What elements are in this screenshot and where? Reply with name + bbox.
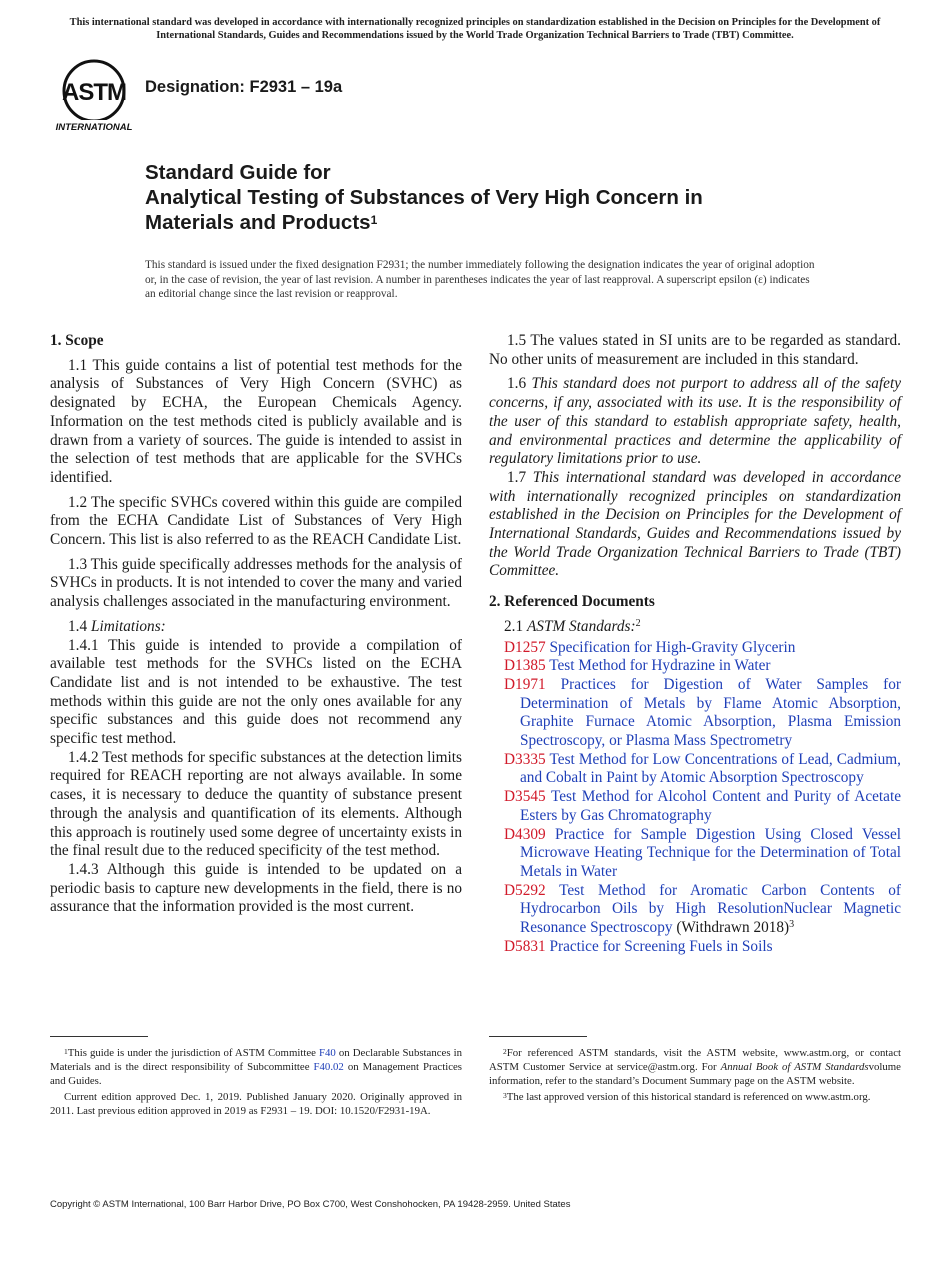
designation: Designation: F2931 – 19a xyxy=(145,78,343,96)
reference-code-link[interactable]: D1385 xyxy=(504,657,546,675)
footnote-mark-2[interactable]: 2 xyxy=(635,617,641,629)
footnote-3: $^3$The last approved version of this historical standard is referenced on www.astm.org. xyxy=(503,1090,871,1103)
footnote-2: $^2$For referenced ASTM standards, visit the ASTM website, www.astm.org, or contact ASTM Customer Service at service@astm.org. For Annual Book of ASTM Standardsvolume information, refer to the standard’s Document Summary page on the ASTM website. xyxy=(489,1047,901,1088)
paragraph-1-5: 1.5 The values stated in SI units are to be regarded as standard. No other units of measurement are included in this standard. xyxy=(489,332,901,368)
paragraph-1-6: 1.6 This standard does not purport to address all of the safety concerns, if any, associated with its use. It is the responsibility of the user of this standard to establish appropriate safety, health, and environmental practices and determine the applicability of regulatory limitations prior to use. xyxy=(489,375,902,468)
reference-item xyxy=(489,938,901,957)
reference-item xyxy=(489,657,901,676)
reference-item xyxy=(489,788,901,825)
copyright-notice: Copyright © ASTM International, 100 Barr Harbor Drive, PO Box C700, West Conshohocken, PA 19428-2959. United States xyxy=(50,1199,571,1210)
footnotes-left xyxy=(50,1046,462,1119)
footnotes-right xyxy=(489,1046,901,1105)
subcommittee-link[interactable]: F40.02 xyxy=(313,1061,344,1074)
right-column xyxy=(489,332,901,957)
paragraph-1-1: 1.1 This guide contains a list of potential test methods for the analysis of Substances of Very High Concern (SVHC) as designated by ECHA, the European Chemicals Agency. Information on the test methods cited is publicly available and is drawn from a variety of sources. The guide is intended to assist in the selection of test methods that are applicable for the SVHCs identified. xyxy=(50,356,462,486)
astm-logo xyxy=(52,58,136,134)
reference-title-link[interactable]: Test Method for Aromatic Carbon Contents of Hydrocarbon Oils by High ResolutionNuclear Magnetic Resonance Spectroscopy xyxy=(520,881,901,937)
title-line-3: Materials and Products$^1$ xyxy=(145,211,378,234)
withdrawn-note: (Withdrawn 2018) xyxy=(676,919,790,937)
reference-item xyxy=(489,882,901,938)
footnote-divider-left xyxy=(50,1036,148,1037)
reference-item xyxy=(489,751,901,788)
reference-title-link[interactable]: Test Method for Low Concentrations of Lead, Cadmium, and Cobalt in Paint by Atomic Absorption Spectroscopy xyxy=(520,750,901,787)
reference-code-link[interactable]: D5831 xyxy=(504,937,546,955)
astm-standards-label: 2.1 ASTM Standards:$^2$ xyxy=(504,617,641,635)
reference-code-link[interactable]: D3335 xyxy=(504,750,546,768)
section-heading-scope: 1. Scope xyxy=(50,332,104,349)
reference-title-link[interactable]: Practice for Sample Digestion Using Closed Vessel Microwave Heating Technique for the Determination of Total Metals in Water xyxy=(520,825,901,880)
footnote-mark-3[interactable]: 3 xyxy=(789,919,795,931)
svg-text:ASTM: ASTM xyxy=(62,79,126,106)
committee-link[interactable]: F40 xyxy=(319,1047,336,1059)
title-line-1: Standard Guide for xyxy=(145,161,331,184)
international-standard-notice: This international standard was developed in accordance with internationally recognized principles on standardization established in the Decision on Principles for the Development of International Standards, Guides and Recommendations issued by the World Trade Organization Technical Barriers to Trade (TBT) Committee. xyxy=(69,17,881,41)
reference-code-link[interactable]: D3545 xyxy=(504,788,546,806)
reference-title-link[interactable]: Practice for Screening Fuels in Soils xyxy=(549,937,773,955)
reference-code-link[interactable]: D1971 xyxy=(504,675,546,693)
paragraph-1-4-3: 1.4.3 Although this guide is intended to be updated on a periodic basis to capture new developments in the field, there is no assurance that the information provided is the most current. xyxy=(50,860,462,916)
svg-text:INTERNATIONAL: INTERNATIONAL xyxy=(55,122,133,133)
reference-item xyxy=(489,826,901,882)
reference-title-link[interactable]: Test Method for Hydrazine in Water xyxy=(549,657,771,675)
footnote-divider-right xyxy=(489,1036,587,1037)
paragraph-1-3: 1.3 This guide specifically addresses methods for the analysis of SVHCs in products. It is not intended to cover the many and varied analysis challenges associated in the manufacturing environment. xyxy=(50,555,462,611)
left-column xyxy=(50,332,462,917)
reference-title-link[interactable]: Test Method for Alcohol Content and Purity of Acetate Esters by Gas Chromatography xyxy=(520,788,901,824)
document-title xyxy=(145,160,845,235)
referenced-documents-list xyxy=(489,639,901,957)
reference-item xyxy=(489,676,901,751)
reference-code-link[interactable]: D5292 xyxy=(504,881,546,899)
title-line-2: Analytical Testing of Substances of Very High Concern in xyxy=(145,186,703,209)
paragraph-1-7: 1.7 This international standard was developed in accordance with internationally recognized principles on standardization established in the Decision on Principles for the Development of International Standards, Guides and Recommendations issued by the World Trade Organization Technical Barriers to Trade (TBT) Committee. xyxy=(489,468,901,580)
paragraph-1-2: 1.2 The specific SVHCs covered within this guide are compiled from the ECHA Candidate List of Substances of Very High Concern. This list is also referred to as the REACH Candidate List. xyxy=(50,493,462,549)
issuance-statement: This standard is issued under the fixed designation F2931; the number immediately following the designation indicates the year of original adoption or, in the case of revision, the year of last revision. A number in parentheses indicates the year of last reapproval. A superscript epsilon (ε) indicates an editorial change since the last revision or reapproval. xyxy=(145,259,815,301)
reference-item xyxy=(489,639,901,658)
reference-code-link[interactable]: D4309 xyxy=(504,825,546,843)
reference-code-link[interactable]: D1257 xyxy=(504,638,546,656)
section-heading-referenced-documents: 2. Referenced Documents xyxy=(489,593,655,611)
paragraph-1-4-2: 1.4.2 Test methods for specific substances at the detection limits required for REACH reporting are not always available. In some cases, it is necessary to deduce the quantity of substance present through the analysis and quantification of its elements. Although this approach is routinely used some degree of uncertainty exists in the final result due to the reduced specificity of the test method. xyxy=(50,748,462,860)
title-footnote-mark[interactable]: 1 xyxy=(370,213,378,227)
reference-title-link[interactable]: Practices for Digestion of Water Samples for Determination of Metals by Flame Atomic Absorption, Graphite Furnace Atomic Absorption, Plasma Emission Spectroscopy, or Plasma Mass Spectrometry xyxy=(520,675,901,750)
paragraph-1-4-1: 1.4.1 This guide is intended to provide a compilation of available test methods for the SVHCs listed on the ECHA Candidate list and is not intended to be exhaustive. The test methods within this guide are not the only ones available for any specific substances and this guide does not recommend any specific test method. xyxy=(50,636,462,748)
edition-note: Current edition approved Dec. 1, 2019. Published January 2020. Originally approved in 2011. Last previous edition approved in 2019 as F2931 – 19. DOI: 10.1520/F2931-19A. xyxy=(50,1090,462,1117)
paragraph-1-4: 1.4 Limitations: xyxy=(68,617,166,635)
reference-title-link[interactable]: Specification for High-Gravity Glycerin xyxy=(549,638,796,656)
footnote-1: $^1$This guide is under the jurisdiction of ASTM Committee F40 on Declarable Substances in Materials and is the direct responsibility of Subcommittee F40.02 on Management Practices and Guides. xyxy=(50,1047,462,1088)
